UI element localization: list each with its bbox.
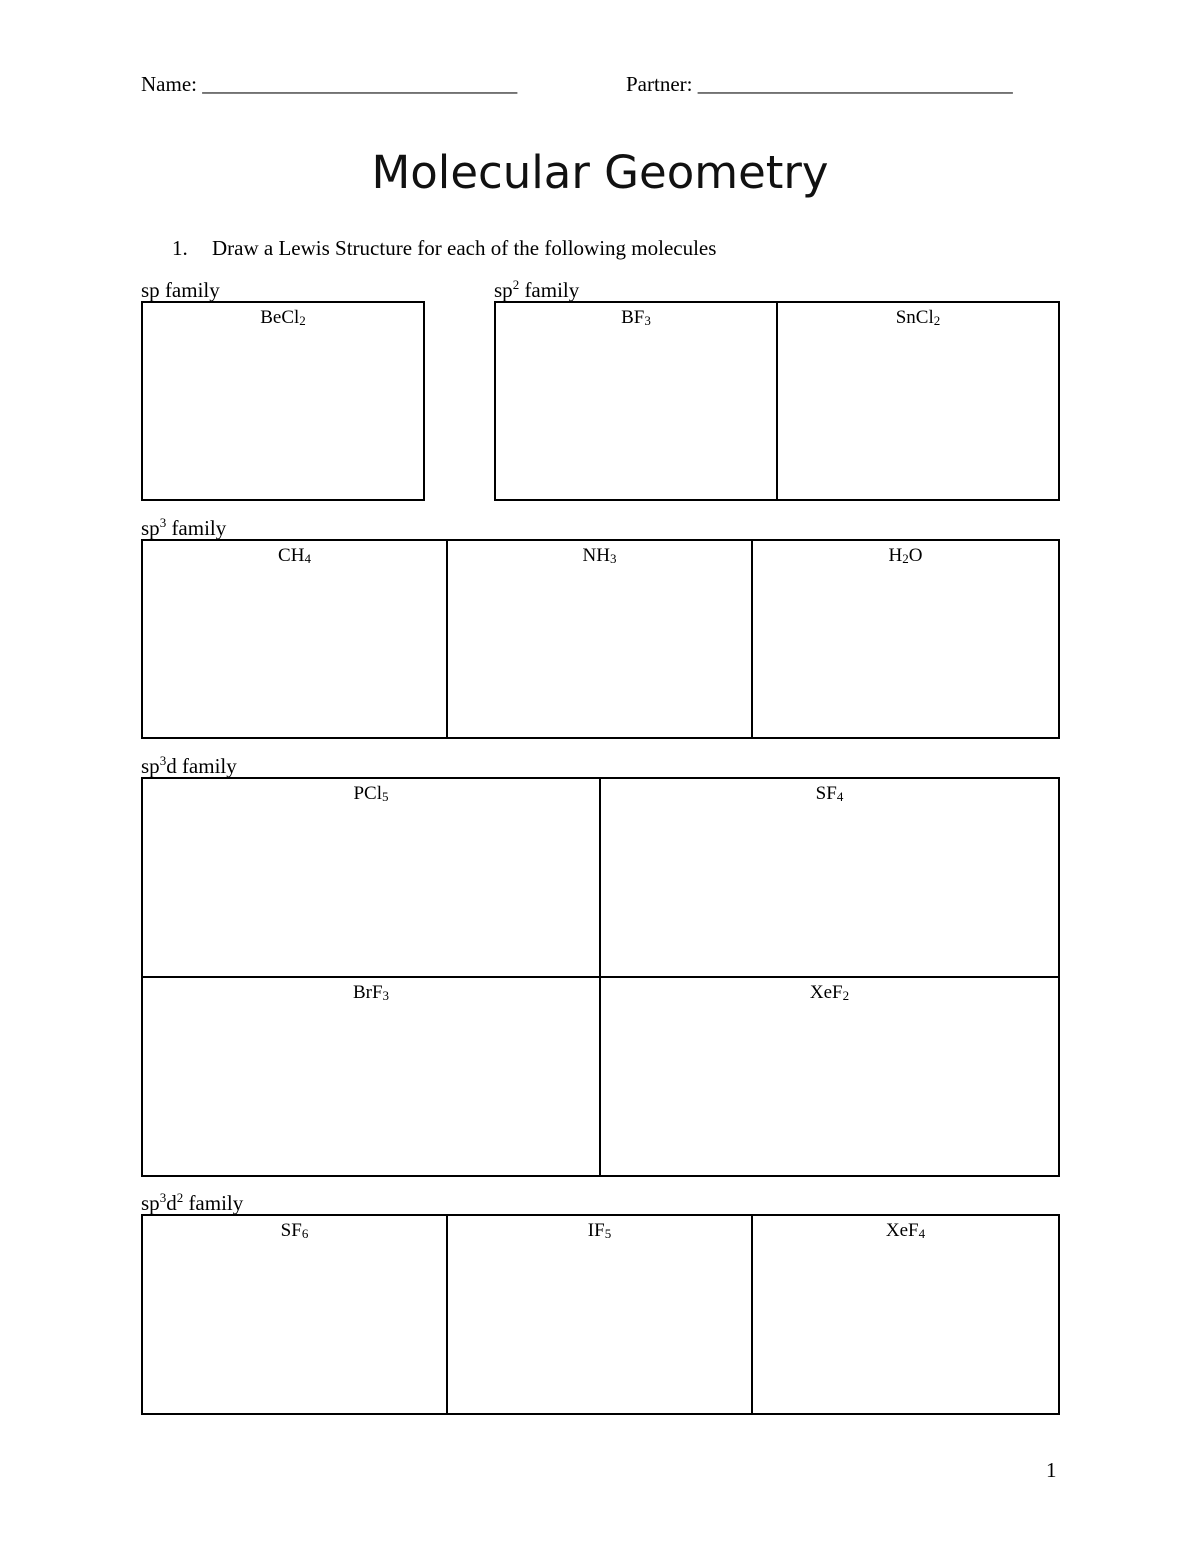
name-label: Name: [141,72,197,96]
molecule-label-sf4: $SF_4$ [815,783,844,804]
instruction [172,236,716,261]
molecule-label-xef2: XeF$_2$ [809,982,850,1003]
answer-box-brf3[interactable] [141,976,601,1177]
partner-label: Partner: [626,72,693,96]
molecule-label-bf3: $BF_3$ [621,307,651,328]
instruction-number: 1. [172,236,188,260]
answer-box-ch4[interactable] [141,539,448,739]
answer-box-sf4[interactable] [599,777,1060,978]
molecule-label-becl2: BeCl$_2$ [260,307,306,328]
answer-box-becl2[interactable] [141,301,425,501]
answer-box-bf3[interactable] [494,301,778,501]
answer-box-sf6[interactable] [141,1214,448,1415]
family-label-sp2: $sp^2$ family [494,277,580,302]
molecule-label-xef4: XeF$_4$ [885,1220,926,1241]
instruction-text: Draw a Lewis Structure for each of the following molecules [212,236,717,260]
molecule-label-sncl2: SnCl$_2$ [895,307,941,328]
molecule-label-ch4: $CH_4$ [278,545,311,566]
family-label-sp: sp family [141,278,220,302]
molecule-label-pcl5: PCl$_5$ [353,783,389,804]
family-label-sp3d: $sp^3d$ family [141,753,237,778]
answer-box-nh3[interactable] [446,539,753,739]
answer-box-pcl5[interactable] [141,777,601,978]
answer-box-h2o[interactable] [751,539,1060,739]
family-label-sp3: $sp^3$ family [141,515,227,540]
partner-field[interactable] [626,72,1013,97]
answer-box-xef2[interactable] [599,976,1060,1177]
molecule-label-if5: $IF_5$ [587,1220,612,1241]
family-label-sp3d2: $sp^3d^2$ family [141,1190,244,1215]
answer-box-xef4[interactable] [751,1214,1060,1415]
partner-blank[interactable]: ______________________________ [697,72,1013,96]
molecule-label-h2o: $H_2O$ [888,545,923,566]
answer-box-sncl2[interactable] [776,301,1060,501]
page-title: Molecular Geometry [371,146,829,199]
molecule-label-brf3: BrF$_3$ [352,982,390,1003]
answer-box-if5[interactable] [446,1214,753,1415]
page-number: 1 [1046,1458,1057,1482]
molecule-label-sf6: $SF_6$ [280,1220,309,1241]
name-blank[interactable]: ______________________________ [202,72,518,96]
molecule-label-nh3: $NH_3$ [582,545,617,566]
name-field[interactable] [141,72,517,97]
